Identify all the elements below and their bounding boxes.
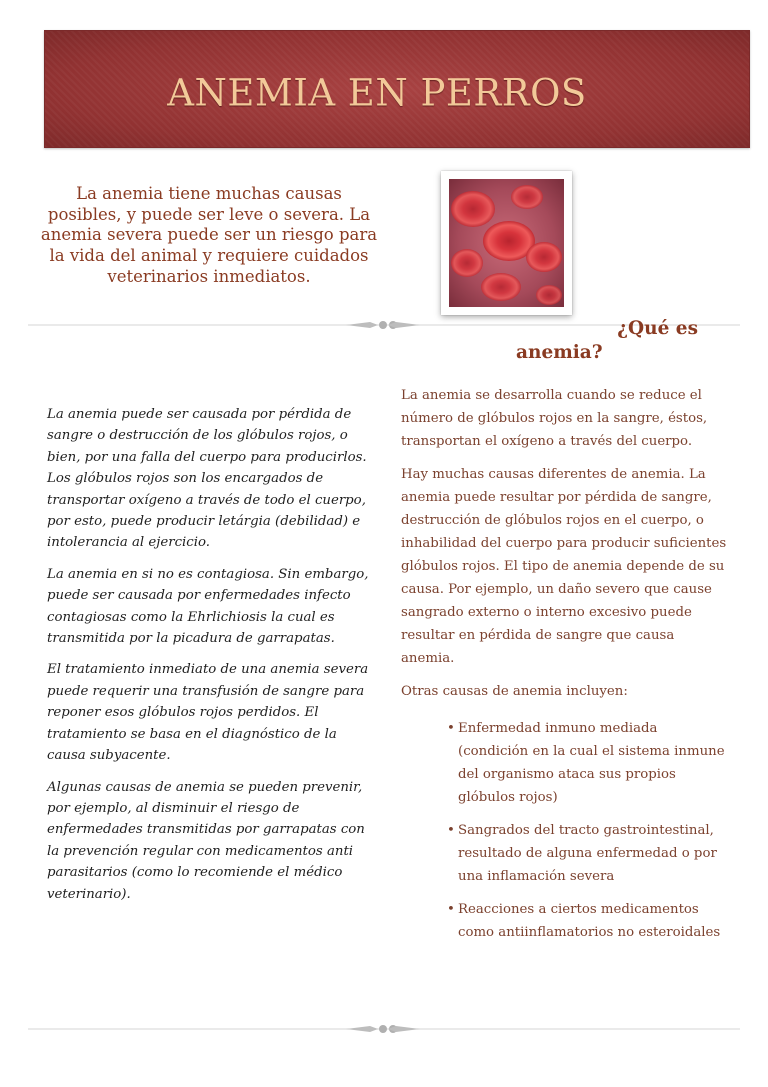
blood-cells-photo: [441, 171, 572, 315]
left-paragraph: El tratamiento inmediato de una anemia severa puede requerir una transfusión de sangre para reponer esos glóbulos rojos perdidos. El tratamiento se basa en el diagnóstico de la causa subyacente.: [47, 662, 369, 764]
list-item: • Sangrados del tracto gastrointestinal, resultado de alguna enfermedad o por una inflamación severa: [458, 819, 731, 888]
list-item: • Enfermedad inmuno mediada (condición en la cual el sistema inmune del organismo ataca sus propios glóbulos rojos): [458, 717, 731, 809]
causes-list: [401, 717, 731, 944]
intro-text: La anemia tiene muchas causas posibles, y puede ser leve o severa. La anemia severa puede ser un riesgo para la vida del animal y requiere cuidados veterinarios inmediatos.: [40, 184, 378, 286]
title-banner: [44, 30, 750, 148]
section-heading-line1: ¿Qué es: [617, 318, 698, 339]
right-paragraph: Hay muchas causas diferentes de anemia. La anemia puede resultar por pérdida de sangre, destrucción de glóbulos rojos en el cuerpo, o inhabilidad del cuerpo para producir suficientes glóbulos rojos. El tipo de anemia depende de su causa. Por ejemplo, un daño severo que cause sangrado externo o interno excesivo puede resultar en pérdida de sangre que causa anemia.: [401, 467, 727, 666]
footer-divider: [28, 1022, 740, 1036]
left-column: [47, 404, 373, 915]
section-heading: [508, 317, 698, 365]
page-title: ANEMIA EN PERROS: [167, 71, 587, 115]
list-item: • Reacciones a ciertos medicamentos como antiinflamatorios no esteroidales: [458, 898, 731, 944]
right-column: [401, 384, 731, 954]
left-paragraph: La anemia en si no es contagiosa. Sin embargo, puede ser causada por enfermedades infecto contagiosas como la Ehrlichiosis la cual es transmitida por la picadura de garrapatas.: [47, 566, 369, 647]
left-paragraph: Algunas causas de anemia se pueden prevenir, por ejemplo, al disminuir el riesgo de enfermedades transmitidas por garrapatas con la prevención regular con medicamentos anti parasitarios (como lo recomiende el médico veterinario).: [47, 779, 365, 902]
right-paragraph: La anemia se desarrolla cuando se reduce el número de glóbulos rojos en la sangre, éstos, transportan el oxígeno a través del cuerpo.: [401, 388, 708, 449]
right-paragraph: Otras causas de anemia incluyen:: [401, 684, 628, 699]
left-paragraph: La anemia puede ser causada por pérdida de sangre o destrucción de los glóbulos rojos, o bien, por una falla del cuerpo para producirlos. Los glóbulos rojos son los encargados de transportar oxígeno a través de todo el cuerpo, por esto, puede producir letárgia (debilidad) e intolerancia al ejercicio.: [47, 407, 367, 551]
blood-cells-image: [449, 179, 564, 307]
section-heading-line2: anemia?: [516, 342, 603, 363]
